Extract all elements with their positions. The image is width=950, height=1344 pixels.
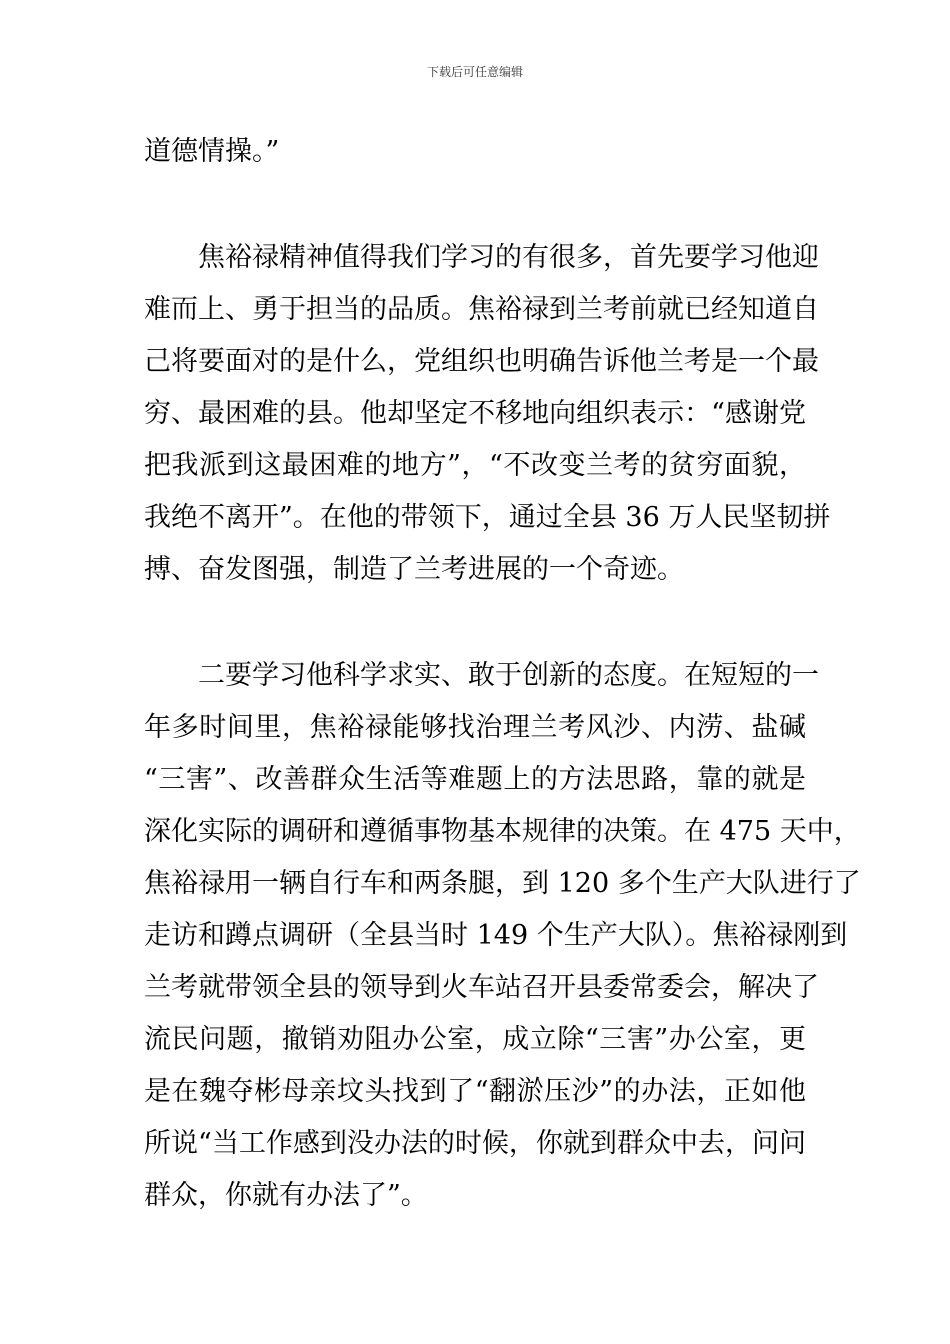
paragraph-2 xyxy=(144,232,831,596)
text-line: 深化实际的调研和遵循事物基本规律的决策。在 475 天中， xyxy=(144,816,861,847)
text-line: 我绝不离开”。在他的带领下，通过全县 36 万人民坚韧拼 xyxy=(144,502,831,533)
text-line: 年多时间里，焦裕禄能够找治理兰考风沙、内涝、盐碱 xyxy=(144,712,806,743)
text-line: 道德情操。” xyxy=(144,136,280,167)
text-line: 兰考就带领全县的领导到火车站召开县委常委会，解决了 xyxy=(144,972,819,1003)
paragraph-spacer xyxy=(144,178,806,232)
paragraph-1 xyxy=(144,126,806,178)
page-header: 下载后可任意编辑 xyxy=(426,65,523,79)
text-line: 焦裕禄用一辆自行车和两条腿，到 120 多个生产大队进行了 xyxy=(144,868,861,899)
text-line: 是在魏夺彬母亲坟头找到了“翻淤压沙”的办法，正如他 xyxy=(144,1076,806,1107)
text-line: 走访和蹲点调研（全县当时 149 个生产大队）。焦裕禄刚到 xyxy=(144,920,848,951)
paragraph-3 xyxy=(144,650,861,1222)
paragraph-spacer xyxy=(144,596,806,650)
text-line: 二要学习他科学求实、敢于创新的态度。在短短的一 xyxy=(144,660,819,691)
text-line: 把我派到这最困难的地方”，“不改变兰考的贫穷面貌， xyxy=(144,450,806,481)
text-line: 群众，你就有办法了”。 xyxy=(144,1180,428,1211)
text-line: “三害”、改善群众生活等难题上的方法思路，靠的就是 xyxy=(144,764,806,795)
text-line: 流民问题，撤销劝阻办公室，成立除“三害”办公室，更 xyxy=(144,1024,806,1055)
text-line: 己将要面对的是什么，党组织也明确告诉他兰考是一个最 xyxy=(144,346,819,377)
text-line: 难而上、勇于担当的品质。焦裕禄到兰考前就已经知道自 xyxy=(144,294,819,325)
text-line: 搏、奋发图强，制造了兰考进展的一个奇迹。 xyxy=(144,554,684,585)
text-line: 所说“当工作感到没办法的时候，你就到群众中去，问问 xyxy=(144,1128,806,1159)
document-body xyxy=(144,126,861,1222)
text-line: 穷、最困难的县。他却坚定不移地向组织表示：“感谢党 xyxy=(144,398,806,429)
text-line: 焦裕禄精神值得我们学习的有很多，首先要学习他迎 xyxy=(144,242,819,273)
